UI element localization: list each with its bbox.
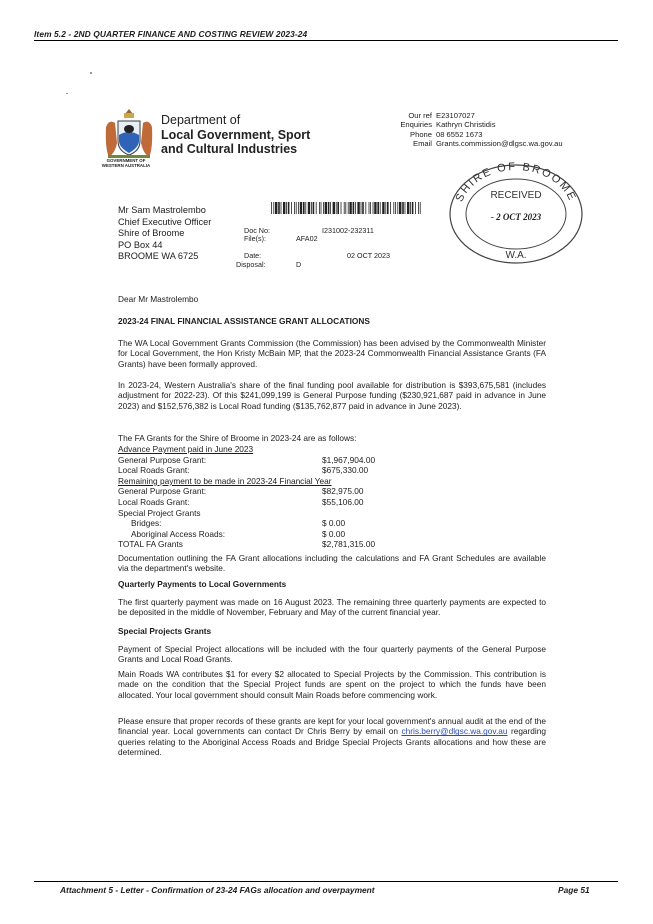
- barcode-bar: [273, 202, 274, 214]
- records-text-a: Please ensure that proper records of these grants are kept for your local government's annual audit at the end of the financial year. Local governments can contact Dr Chris Berry by email on: [118, 716, 546, 737]
- paragraph-records: [118, 716, 546, 758]
- grant-value: $675,330.00: [322, 465, 369, 476]
- barcode-bar: [313, 202, 315, 214]
- barcode-bar: [344, 202, 345, 214]
- recipient-line-2: Chief Executive Officer: [118, 216, 212, 227]
- barcode-bar: [369, 202, 370, 214]
- advance-heading: Advance Payment paid in June 2023: [118, 444, 254, 454]
- barcode-bar: [286, 202, 287, 214]
- barcode-bar: [319, 202, 320, 214]
- barcode-bar: [380, 202, 381, 214]
- barcode-bar: [387, 202, 389, 214]
- salutation: Dear Mr Mastrolembo: [118, 294, 199, 304]
- enquiries-value: Kathryn Christidis: [436, 120, 496, 130]
- special-projects-label: Special Project Grants: [118, 507, 201, 518]
- scan-speck: [90, 72, 92, 74]
- date-value: 02 OCT 2023: [347, 251, 391, 260]
- barcode-bar: [333, 202, 335, 214]
- barcode-bar: [271, 202, 272, 214]
- barcode-bar: [399, 202, 401, 214]
- barcode-bar: [348, 202, 349, 214]
- page-header: Item 5.2 - 2ND QUARTER FINANCE AND COSTING REVIEW 2023-24: [34, 29, 308, 39]
- stamp-bottom-text: W.A.: [505, 250, 527, 261]
- barcode-bar: [311, 202, 312, 214]
- barcode-bar: [415, 202, 416, 214]
- email-label: Email: [413, 139, 432, 149]
- recipient-line-5: BROOME WA 6725: [118, 251, 199, 262]
- grant-label: Aboriginal Access Roads:: [131, 528, 226, 539]
- recipient-line-4: PO Box 44: [118, 239, 163, 250]
- barcode-bar: [402, 202, 404, 214]
- barcode-bar: [373, 202, 374, 214]
- barcode-bar: [390, 202, 391, 214]
- grant-value: $82,975.00: [322, 486, 364, 497]
- barcode-bar: [300, 202, 302, 214]
- barcode-bar: [355, 202, 356, 214]
- grant-label: General Purpose Grant:: [118, 454, 207, 465]
- barcode-bar: [296, 202, 297, 214]
- barcode-bar: [410, 202, 411, 214]
- doc-no-label: Doc No:: [244, 226, 270, 235]
- barcode-bar: [361, 202, 362, 214]
- barcode-bar: [281, 202, 282, 214]
- contact-email-link[interactable]: chris.berry@dlgsc.wa.gov.au: [401, 726, 508, 737]
- govt-line-2: WESTERN AUSTRALIA: [101, 163, 151, 168]
- scan-speck: [66, 93, 68, 94]
- barcode-bar: [362, 202, 364, 214]
- grant-label: Local Roads Grant:: [118, 465, 190, 476]
- barcode-bar: [412, 202, 414, 214]
- date-label: Date:: [244, 251, 262, 260]
- disposal-label: Disposal:: [236, 260, 266, 269]
- barcode-bar: [418, 202, 419, 214]
- wa-crest-logo: [100, 107, 158, 159]
- barcode-bar: [407, 202, 409, 214]
- barcode-bar: [370, 202, 371, 214]
- grant-label: Local Roads Grant:: [118, 496, 190, 507]
- barcode-bar: [308, 202, 310, 214]
- stamp-date-text: - 2 OCT 2023: [490, 212, 542, 222]
- grant-label: Bridges:: [131, 518, 162, 529]
- paragraph-documentation: Documentation outlining the FA Grant allocations including the calculations and FA Grant Schedules are available via the department's website.: [118, 553, 546, 574]
- barcode-bar: [345, 202, 346, 214]
- grant-value: $ 0.00: [322, 518, 346, 529]
- barcode-bar: [420, 202, 421, 214]
- barcode-bar: [325, 202, 327, 214]
- barcode-bar: [337, 202, 339, 214]
- recipient-line-1: Mr Sam Mastrolembo: [118, 205, 206, 215]
- paragraph-approval: The WA Local Government Grants Commission (the Commission) has been advised by the Commonwealth Minister for Local Government, the Hon Kristy McBain MP, that the 2023-24 Commonwealth Financial Assistance Grants (FA Grants) have been formally approved.: [118, 338, 546, 369]
- files-value: AFA02: [296, 234, 318, 243]
- recipient-line-3: Shire of Broome: [118, 228, 185, 239]
- barcode-bar: [278, 202, 280, 214]
- barcode-bar: [374, 202, 376, 214]
- dept-line-1: Department of: [161, 113, 241, 127]
- barcode-bar: [405, 202, 406, 214]
- barcode-bar: [377, 202, 379, 214]
- heading-special-projects: Special Projects Grants: [118, 626, 212, 636]
- department-name: [161, 113, 310, 157]
- barcode-bar: [291, 202, 292, 214]
- total-label: TOTAL FA Grants: [118, 539, 183, 550]
- barcode-bar: [288, 202, 290, 214]
- email-value: Grants.commission@dlgsc.wa.gov.au: [436, 139, 563, 149]
- doc-no-value: I231002-232311: [322, 226, 374, 235]
- barcode-bar: [353, 202, 355, 214]
- total-value: $2,781,315.00: [322, 539, 376, 550]
- barcode-bar: [385, 202, 386, 214]
- phone-label: Phone: [410, 129, 432, 139]
- paragraph-main-roads: Main Roads WA contributes $1 for every $2 allocated to Special Projects by the Commission. This contribution is made on the condition that the Special Project funds are spent on the project to which the funds have been allocated. Your local government should consult Main Roads before commencing work.: [118, 669, 546, 700]
- document-barcode: [271, 202, 423, 214]
- barcode-bar: [316, 202, 317, 214]
- heading-quarterly-payments: Quarterly Payments to Local Governments: [118, 579, 287, 589]
- header-rule: [34, 40, 618, 41]
- reference-block: [360, 111, 563, 149]
- enquiries-label: Enquiries: [400, 120, 432, 130]
- barcode-bar: [357, 202, 359, 214]
- paragraph-quarterly: The first quarterly payment was made on 16 August 2023. The remaining three quarterly payments are expected to be deposited in the middle of November, February and May of the current financial year.: [118, 597, 546, 618]
- barcode-bar: [382, 202, 384, 214]
- government-of-wa-label: [97, 158, 155, 168]
- grant-allocation-table: [118, 444, 418, 550]
- barcode-bar: [397, 202, 398, 214]
- our-ref-value: E23107027: [436, 111, 475, 120]
- page-footer-attachment: Attachment 5 - Letter - Confirmation of 23-24 FAGs allocation and overpayment: [60, 885, 375, 895]
- govt-line-1: GOVERNMENT OF: [106, 158, 146, 163]
- barcode-bar: [305, 202, 306, 214]
- stamp-received-text: RECEIVED: [490, 190, 542, 201]
- grant-label: General Purpose Grant:: [118, 486, 207, 497]
- barcode-bar: [303, 202, 305, 214]
- barcode-bar: [275, 202, 277, 214]
- records-text-b: regarding queries relating to the Aboriginal Access Roads and Bridge Special Projects Grants allocations and how these are determined.: [118, 726, 546, 758]
- files-label: File(s):: [244, 234, 266, 243]
- barcode-bar: [321, 202, 322, 214]
- recipient-address: [118, 205, 211, 263]
- barcode-bar: [395, 202, 396, 214]
- grant-value: $1,967,904.00: [322, 454, 376, 465]
- dept-line-2: Local Government, Sport: [161, 127, 311, 142]
- paragraph-funding-pool: In 2023-24, Western Australia's share of the final funding pool available for distribution is $393,675,581 (includes adjustment for 2022-23). Of this $241,099,199 is General Purpose funding ($230,921,687 paid in advance in June 2023) and $152,576,382 is Local Road funding ($135,762,877 paid in advance in June 2023).: [118, 380, 546, 411]
- dept-line-3: and Cultural Industries: [161, 142, 298, 156]
- barcode-bar: [393, 202, 394, 214]
- remaining-heading: Remaining payment to be made in 2023-24 Financial Year: [118, 475, 332, 486]
- barcode-bar: [336, 202, 337, 214]
- disposal-value: D: [296, 260, 302, 269]
- our-ref-label: Our ref: [408, 111, 432, 120]
- grant-value: $55,106.00: [322, 496, 364, 507]
- barcode-bar: [349, 202, 351, 214]
- phone-value: 08 6552 1673: [436, 129, 483, 139]
- barcode-bar: [294, 202, 295, 214]
- stamp-top-text: SHIRE OF BROOME: [453, 162, 579, 204]
- footer-rule: [34, 881, 618, 882]
- paragraph-special-payments: Payment of Special Project allocations will be included with the four quarterly payments of the General Purpose Grants and Local Road Grants.: [118, 644, 546, 665]
- barcode-bar: [341, 202, 342, 214]
- page-number: Page 51: [558, 885, 590, 895]
- barcode-bar: [298, 202, 299, 214]
- grant-value: $ 0.00: [322, 528, 346, 539]
- barcode-bar: [283, 202, 285, 214]
- barcode-bar: [323, 202, 324, 214]
- barcode-bar: [365, 202, 366, 214]
- barcode-bar: [328, 202, 330, 214]
- barcode-bar: [330, 202, 331, 214]
- letter-title: 2023-24 FINAL FINANCIAL ASSISTANCE GRANT ALLOCATIONS: [118, 316, 370, 326]
- received-stamp: [446, 162, 586, 266]
- grants-intro: The FA Grants for the Shire of Broome in 2023-24 are as follows:: [118, 433, 357, 443]
